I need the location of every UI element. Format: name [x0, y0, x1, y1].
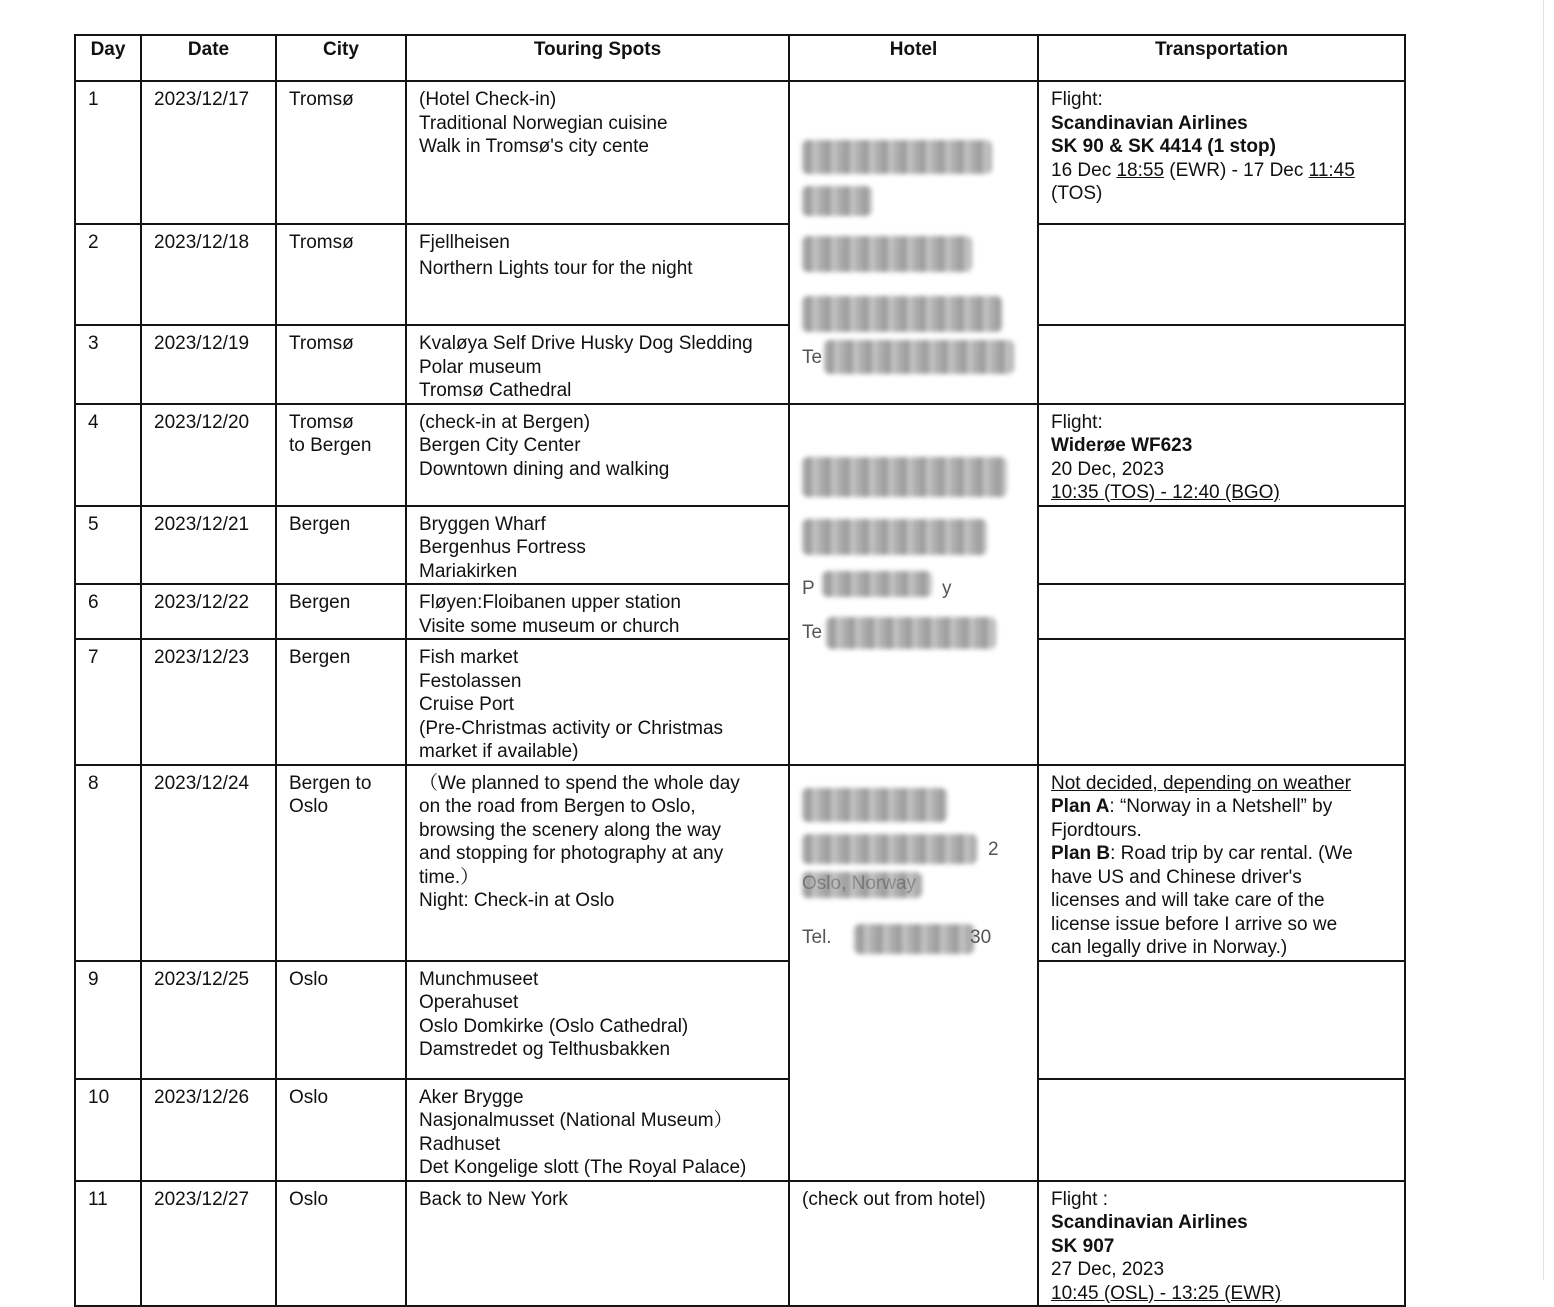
redacted-hotel-info: Te	[802, 134, 1029, 386]
day-number: 7	[75, 639, 141, 765]
day-number: 8	[75, 765, 141, 961]
page-edge	[1543, 0, 1544, 1280]
header-date: Date	[141, 35, 276, 81]
touring-spots: Fløyen:Floibanen upper station Visite some museum or church	[406, 584, 789, 639]
city: Oslo	[276, 1181, 406, 1307]
city: Tromsø	[276, 81, 406, 224]
transportation: Not decided, depending on weather Plan A: “Norway in a Netshell” by Fjordtours. Plan B: Road trip by car rental. (We have US and Chinese driver's licenses and will take care of the license issue before I arrive so we can legally drive in Norway.)	[1038, 765, 1405, 961]
header-touring-spots: Touring Spots	[406, 35, 789, 81]
city: Bergen to Oslo	[276, 765, 406, 961]
city: Oslo	[276, 1079, 406, 1181]
day-number: 1	[75, 81, 141, 224]
touring-spots: Aker Brygge Nasjonalmusset (National Museum） Radhuset Det Kongelige slott (The Royal Palace)	[406, 1079, 789, 1181]
day-number: 11	[75, 1181, 141, 1307]
header-city: City	[276, 35, 406, 81]
date: 2023/12/19	[141, 325, 276, 404]
date: 2023/12/27	[141, 1181, 276, 1307]
transportation: Flight : Scandinavian Airlines SK 907 27 Dec, 2023 10:45 (OSL) - 13:25 (EWR)	[1038, 1181, 1405, 1307]
city: Tromsø to Bergen	[276, 404, 406, 506]
hotel-checkout: (check out from hotel)	[789, 1181, 1038, 1307]
header-row	[75, 35, 1405, 81]
transportation: Flight: Scandinavian Airlines SK 90 & SK 4414 (1 stop) 16 Dec 18:55 (EWR) - 17 Dec 11:45 (TOS)	[1038, 81, 1405, 224]
city: Tromsø	[276, 325, 406, 404]
touring-spots: Bryggen Wharf Bergenhus Fortress Mariakirken	[406, 506, 789, 585]
touring-spots: Kvaløya Self Drive Husky Dog Sledding Polar museum Tromsø Cathedral	[406, 325, 789, 404]
header-day: Day	[75, 35, 141, 81]
hotel-oslo	[789, 765, 1038, 1181]
date: 2023/12/23	[141, 639, 276, 765]
itinerary-table	[74, 34, 1406, 1307]
table-row	[75, 81, 1405, 224]
table-row	[75, 404, 1405, 506]
touring-spots: （We planned to spend the whole day on the road from Bergen to Oslo, browsing the scenery along the way and stopping for photography at any time.） Night: Check-in at Oslo	[406, 765, 789, 961]
table-row	[75, 1079, 1405, 1181]
redacted-hotel-info: P y Te	[802, 451, 1029, 661]
header-transportation: Transportation	[1038, 35, 1405, 81]
transportation	[1038, 639, 1405, 765]
touring-spots: Munchmuseet Operahuset Oslo Domkirke (Oslo Cathedral) Damstredet og Telthusbakken	[406, 961, 789, 1079]
date: 2023/12/21	[141, 506, 276, 585]
date: 2023/12/22	[141, 584, 276, 639]
day-number: 5	[75, 506, 141, 585]
day-number: 9	[75, 961, 141, 1079]
city: Bergen	[276, 506, 406, 585]
table-row	[75, 765, 1405, 961]
date: 2023/12/25	[141, 961, 276, 1079]
hotel-tromso	[789, 81, 1038, 404]
city: Tromsø	[276, 224, 406, 325]
transportation	[1038, 224, 1405, 325]
city: Bergen	[276, 639, 406, 765]
table-row	[75, 1181, 1405, 1307]
date: 2023/12/26	[141, 1079, 276, 1181]
date: 2023/12/17	[141, 81, 276, 224]
transportation	[1038, 1079, 1405, 1181]
city: Bergen	[276, 584, 406, 639]
day-number: 10	[75, 1079, 141, 1181]
touring-spots: Back to New York	[406, 1181, 789, 1307]
table-row	[75, 506, 1405, 585]
city: Oslo	[276, 961, 406, 1079]
table-row	[75, 224, 1405, 325]
hotel-bergen	[789, 404, 1038, 765]
touring-spots: (check-in at Bergen) Bergen City Center Downtown dining and walking	[406, 404, 789, 506]
date: 2023/12/18	[141, 224, 276, 325]
date: 2023/12/24	[141, 765, 276, 961]
transportation: Flight: Widerøe WF623 20 Dec, 2023 10:35 (TOS) - 12:40 (BGO)	[1038, 404, 1405, 506]
transportation	[1038, 506, 1405, 585]
day-number: 4	[75, 404, 141, 506]
table-row	[75, 325, 1405, 404]
day-number: 6	[75, 584, 141, 639]
touring-spots: Fjellheisen Northern Lights tour for the night	[406, 224, 789, 325]
table-row	[75, 961, 1405, 1079]
table-row	[75, 639, 1405, 765]
transportation	[1038, 325, 1405, 404]
touring-spots: (Hotel Check-in) Traditional Norwegian cuisine Walk in Tromsø's city cente	[406, 81, 789, 224]
date: 2023/12/20	[141, 404, 276, 506]
table-row	[75, 584, 1405, 639]
transportation	[1038, 961, 1405, 1079]
touring-spots: Fish market Festolassen Cruise Port (Pre-Christmas activity or Christmas market if available)	[406, 639, 789, 765]
redacted-hotel-info: 2 Tel. 30	[802, 782, 1029, 962]
header-hotel: Hotel	[789, 35, 1038, 81]
day-number: 2	[75, 224, 141, 325]
transportation	[1038, 584, 1405, 639]
day-number: 3	[75, 325, 141, 404]
